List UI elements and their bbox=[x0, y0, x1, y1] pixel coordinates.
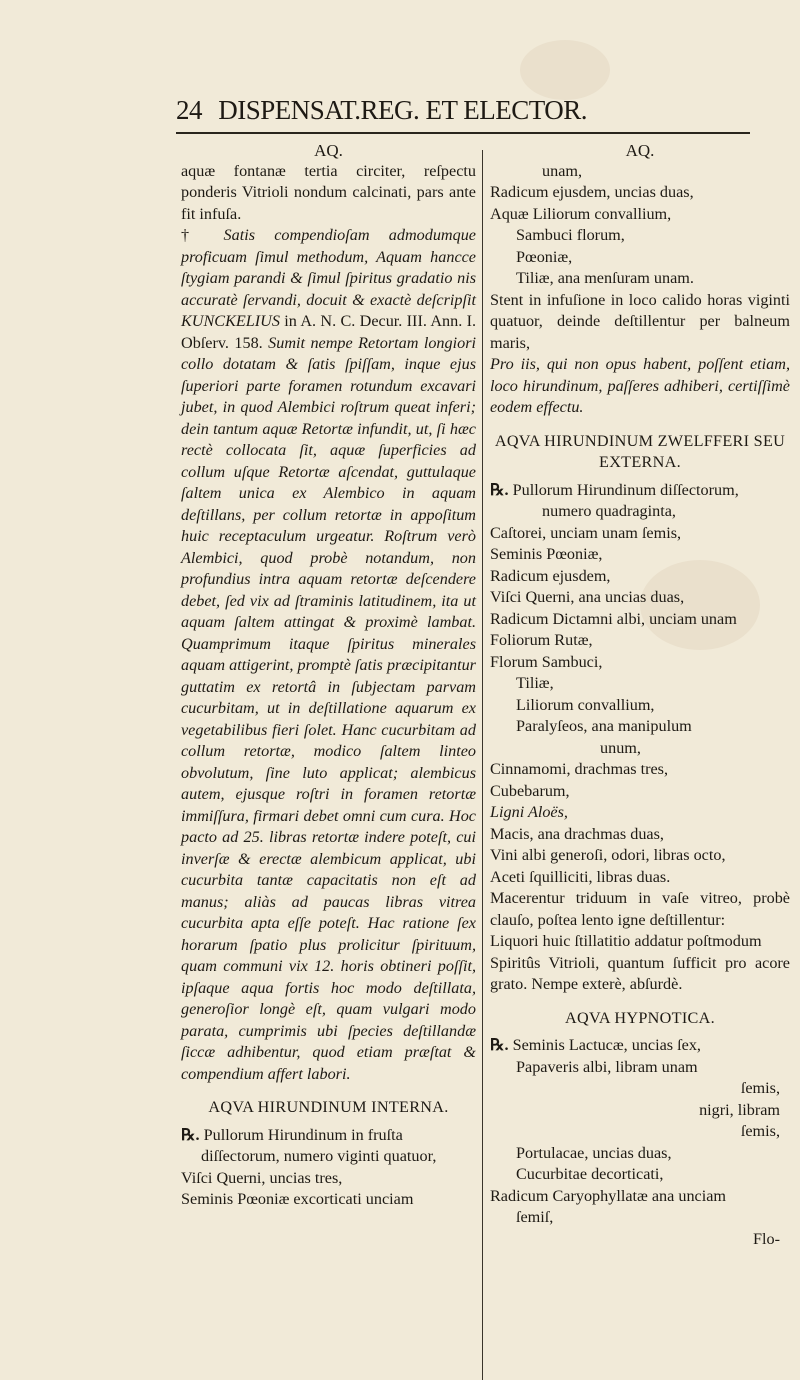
ingredient: Tiliæ, ana menſuram unam. bbox=[516, 269, 694, 287]
ingredient: unum, bbox=[600, 738, 641, 757]
dagger-mark: † bbox=[181, 226, 205, 244]
ingredient: Cinnamomi, drachmas tres, bbox=[490, 760, 669, 778]
recipe-line bbox=[181, 1125, 476, 1168]
section-title: AQVA HIRUNDINUM ZWELFFERI SEU EXTERNA. bbox=[494, 431, 786, 471]
running-header bbox=[176, 94, 736, 126]
section-title: AQVA HYPNOTICA. bbox=[565, 1008, 715, 1027]
ingredient: Seminis Pœoniæ, bbox=[490, 545, 603, 563]
instruction: Liquori huic ſtillatitio addatur poſtmodum bbox=[490, 932, 762, 950]
left-column bbox=[181, 140, 476, 1211]
catchword: Flo- bbox=[753, 1229, 780, 1248]
page-number: 24 bbox=[176, 95, 202, 125]
column-heading: AQ. bbox=[314, 141, 343, 160]
ingredient: Sambuci florum, bbox=[516, 226, 625, 244]
ingredient: Seminis Lactucæ, uncias ſex, bbox=[512, 1036, 701, 1054]
ingredient: Radicum Dictamni albi, unciam unam bbox=[490, 609, 737, 628]
ingredient: Pullorum Hirundinum in fruſta diſſectorum, numero viginti quatuor, bbox=[201, 1125, 437, 1165]
ingredient: Paralyſeos, ana manipulum bbox=[516, 717, 692, 735]
ingredient: Cucurbitae decorticati, bbox=[516, 1165, 664, 1183]
recipe-symbol: ℞. bbox=[181, 1125, 200, 1144]
paper-stain bbox=[520, 40, 610, 100]
ingredient: numero quadraginta, bbox=[542, 502, 676, 520]
ingredient: Seminis Pœoniæ excorticati unciam bbox=[181, 1190, 414, 1208]
ingredient: Portulacae, uncias duas, bbox=[516, 1143, 672, 1162]
note-text: Sumit nempe Retortam longiori collo dotatam & ſatis ſpiſſam, inque ejus ſuperiori parte foramen rotundum excavari jubet, in quod Alembici roſtrum queat inferi; dein tantum aquæ Retortæ infundit, ut, ſi hæc rectè collocata ſit, aquæ ſuperficies ad collum uſque Retortæ aſcendat, guttulaque ſaltem unica ex Alembico in aquam deſtillans, per collum retortæ in appoſitum huic receptaculum urgeatur. Roſtrum verò Alembici, quod probè notandum, non profundius intra aquam retortæ deſcendere debet, ſed vix ad ſtraminis latitudinem, ita ut aquam ſaltem attingat & proximè lambat. Quamprimum itaque ſpiritus minerales aquam attigerint, promptè ſatis præcipitantur guttatim ex retortâ in ſubjectam parvam cucurbitam, ut in deſtillatione aquarum ex vegetabilibus fieri ſolet. Hanc cucurbitam ad collum retortæ, modico ſaltem linteo obvolutum, ſine luto applicat; alembicus autem, ejusque roſtri in foramen retortæ immiſſura, firmari debet omni cum cura. Hoc pacto ad 25. libras retortæ indere poteſt, cui inverſæ & erectæ alembicum applicat, ubi cucurbita tantæ capacitatis non eſt ad manus; aliàs ad paucas libras vitrea cucurbita apta eſſe poteſt. Hac ratione ſex horarum ſpatio plus prolicitur ſpirituum, quam communi vix 12. horis obtineri poſſit, ipſaque aqua fortis hoc modo deſtillata, generoſior longè eſt, quam vulgari modo parata, cumprimis ubi ſpecies deſtillandæ ſiccæ adhibentur, quod etiam præſtat & compendium affert labori. bbox=[181, 333, 476, 1083]
ingredient: Viſci Querni, uncias tres, bbox=[181, 1168, 343, 1187]
header-rule bbox=[176, 132, 750, 134]
section-title: AQVA HIRUNDINUM INTERNA. bbox=[208, 1098, 449, 1116]
ingredient: Aceti ſquilliciti, libras duas. bbox=[490, 867, 671, 886]
ingredient: Radicum ejusdem, uncias duas, bbox=[490, 183, 694, 201]
instruction: Macerentur triduum in vaſe vitreo, probè clauſo, poſtea lento igne deſtillentur: bbox=[490, 889, 790, 929]
ingredient: Macis, ana drachmas duas, bbox=[490, 824, 664, 843]
ingredient: Ligni Aloës, bbox=[490, 803, 568, 821]
ingredient: Cubebarum, bbox=[490, 781, 570, 800]
ingredient: Radicum Caryophyllatæ ana unciam bbox=[490, 1186, 727, 1205]
author-name: KUNCKELIUS bbox=[181, 312, 280, 330]
note-text: Pro iis, qui non opus habent, poſſent etiam, loco hirundinum, paſſeres adhiberi, certiſſimè eodem effectu. bbox=[490, 355, 790, 416]
ingredient: Tiliæ, bbox=[516, 674, 554, 692]
recipe-symbol: ℞. bbox=[490, 480, 509, 499]
ingredient: Foliorum Rutæ, bbox=[490, 631, 593, 649]
paragraph: aquæ fontanæ tertia circiter, reſpectu ponderis Vitrioli nondum calcinati, pars ante fit infuſa. bbox=[181, 161, 476, 223]
ingredient: Pœoniæ, bbox=[516, 247, 573, 266]
ingredient: Pullorum Hirundinum diſſectorum, bbox=[512, 480, 739, 499]
ingredient: ſemis, bbox=[740, 1122, 780, 1140]
citation: in A. N. C. Decur. III. Ann. I. Obſerv. 158. bbox=[181, 312, 477, 352]
ingredient: Aquæ Liliorum convallium, bbox=[490, 204, 672, 223]
ingredient: nigri, libram bbox=[699, 1100, 780, 1119]
ingredient: Papaveris albi, libram unam bbox=[516, 1057, 698, 1076]
recipe-line bbox=[490, 480, 790, 502]
instruction: Stent in infuſione in loco calido horas viginti quatuor, deinde deſtillentur per balneum maris, bbox=[490, 290, 790, 352]
recipe-symbol: ℞. bbox=[490, 1036, 509, 1054]
column-heading: AQ. bbox=[625, 141, 655, 160]
ingredient: ſemis, bbox=[740, 1079, 780, 1097]
ingredient: Radicum ejusdem, bbox=[490, 566, 611, 585]
ingredient: Caſtorei, unciam unam ſemis, bbox=[490, 523, 682, 542]
commentary-note bbox=[181, 225, 476, 1085]
ingredient: Liliorum convallium, bbox=[516, 695, 655, 714]
instruction: Spiritûs Vitrioli, quantum ſufficit pro acore grato. Nempe exterè, abſurdè. bbox=[490, 953, 790, 993]
ingredient: unam, bbox=[542, 161, 583, 180]
ingredient: Viſci Querni, ana uncias duas, bbox=[490, 588, 685, 606]
running-title: DISPENSAT.REG. ET ELECTOR. bbox=[218, 95, 588, 125]
ingredient: Florum Sambuci, bbox=[490, 652, 603, 671]
recipe-line bbox=[490, 1035, 790, 1057]
right-column bbox=[490, 140, 790, 1250]
note-text: Satis compendioſam admodumque proficuam ſimul methodum, Aquam hancce ſtygiam parandi & ſimul ſpiritus gradatio nis accuratè ſervandi, docuit & exactè deſcripſit bbox=[181, 226, 476, 309]
ingredient: ſemiſ, bbox=[516, 1208, 554, 1226]
column-divider bbox=[482, 150, 483, 1380]
ingredient: Vini albi generoſi, odori, libras octo, bbox=[490, 846, 726, 864]
